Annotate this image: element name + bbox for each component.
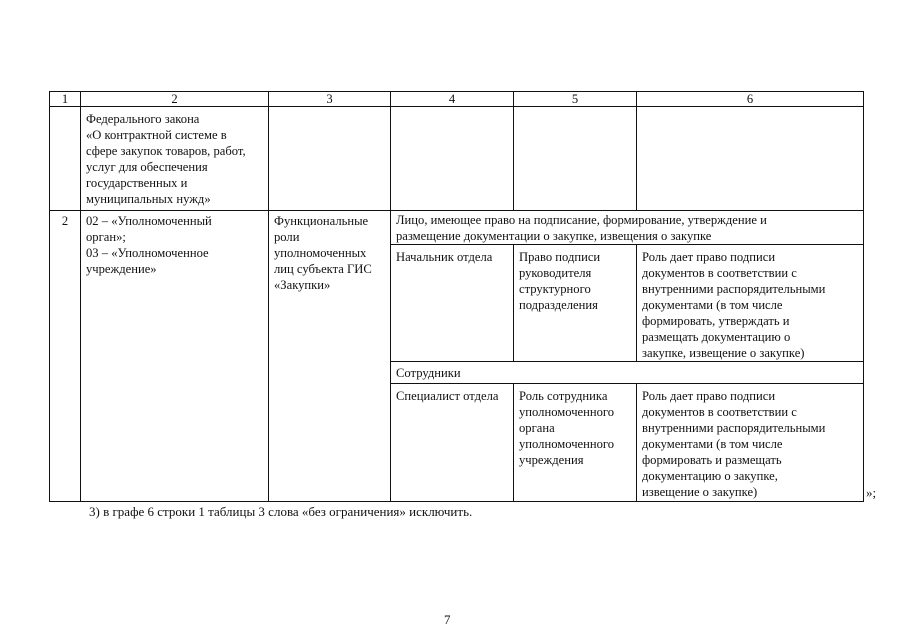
row2-col3-line: роли [274,230,300,244]
row1-col2-line: государственных и [86,176,188,190]
staff-col6-line: внутренними распорядительными [642,421,826,435]
staff-col5-line: уполномоченного [519,437,615,451]
table-row-2-span [50,211,864,245]
closing-quote: »; [866,485,877,500]
header-col-1: 1 [50,92,81,107]
head-col5-line: структурного [519,282,591,296]
staff-col5-line: уполномоченного [519,405,615,419]
header-col-6: 6 [637,92,864,107]
staff-col6-line: извещение о закупке) [642,485,758,499]
row1-col2-line: «О контрактной системе в [86,128,227,142]
span-header-line: размещение документации о закупке, извещения о закупке [396,229,712,243]
amendment-note: 3) в графе 6 строки 1 таблицы 3 слова «без ограничения» исключить. [89,504,473,519]
head-col5-line: руководителя [519,266,592,280]
staff-col6 [637,384,864,502]
header-col-4: 4 [391,92,514,107]
row1-col5 [514,107,637,211]
head-col4: Начальник отдела [391,245,514,362]
roles-table [49,91,864,502]
staff-col5-line: органа [519,421,555,435]
head-col6-line: размещать документацию о [642,330,791,344]
row1-col2-line: услуг для обеспечения [86,160,208,174]
staff-col6-line: документов в соответствии с [642,405,797,419]
row2-col3-line: Функциональные [274,214,369,228]
table-row-1-continued [50,107,864,211]
header-col-5: 5 [514,92,637,107]
row2-col2-line: учреждение» [86,262,157,276]
span-header-line: Лицо, имеющее право на подписание, формирование, утверждение и [396,213,767,227]
page-number: 7 [444,612,451,627]
row2-col3-line: лиц субъекта ГИС [274,262,372,276]
row1-col2-line: Федерального закона [86,112,200,126]
staff-col6-line: документацию о закупке, [642,469,778,483]
head-col6-line: Роль дает право подписи [642,250,776,264]
header-col-3: 3 [269,92,391,107]
row2-col2-line: орган»; [86,230,126,244]
row2-col2-line: 03 – «Уполномоченное [86,246,209,260]
staff-col6-line: Роль дает право подписи [642,389,776,403]
header-row [50,92,864,107]
staff-label-cell: Сотрудники [391,362,864,384]
row1-col2 [81,107,269,211]
head-col6-line: внутренними распорядительными [642,282,826,296]
span-header-cell [391,211,864,245]
head-col6-line: документами (в том числе [642,298,783,312]
staff-col5-line: Роль сотрудника [519,389,608,403]
staff-col5 [514,384,637,502]
head-col5-line: Право подписи [519,250,601,264]
row2-col3-line: уполномоченных [274,246,367,260]
row1-col2-line: сфере закупок товаров, работ, [86,144,246,158]
row1-col6 [637,107,864,211]
staff-col5-line: учреждения [519,453,584,467]
row1-col2-line: муниципальных нужд» [86,192,211,206]
row2-col2-line: 02 – «Уполномоченный [86,214,212,228]
row2-col2 [81,211,269,502]
row1-col1 [50,107,81,211]
staff-col6-line: формировать и размещать [642,453,782,467]
head-col6-line: формировать, утверждать и [642,314,790,328]
head-col5 [514,245,637,362]
head-col6-line: закупке, извещение о закупке) [642,346,805,360]
head-col6 [637,245,864,362]
header-col-2: 2 [81,92,269,107]
row1-col4 [391,107,514,211]
row2-col3-line: «Закупки» [274,278,331,292]
head-col6-line: документов в соответствии с [642,266,797,280]
staff-col4: Специалист отдела [391,384,514,502]
row2-number: 2 [50,211,81,502]
row2-col3 [269,211,391,502]
head-col5-line: подразделения [519,298,598,312]
row1-col3 [269,107,391,211]
staff-col6-line: документами (в том числе [642,437,783,451]
